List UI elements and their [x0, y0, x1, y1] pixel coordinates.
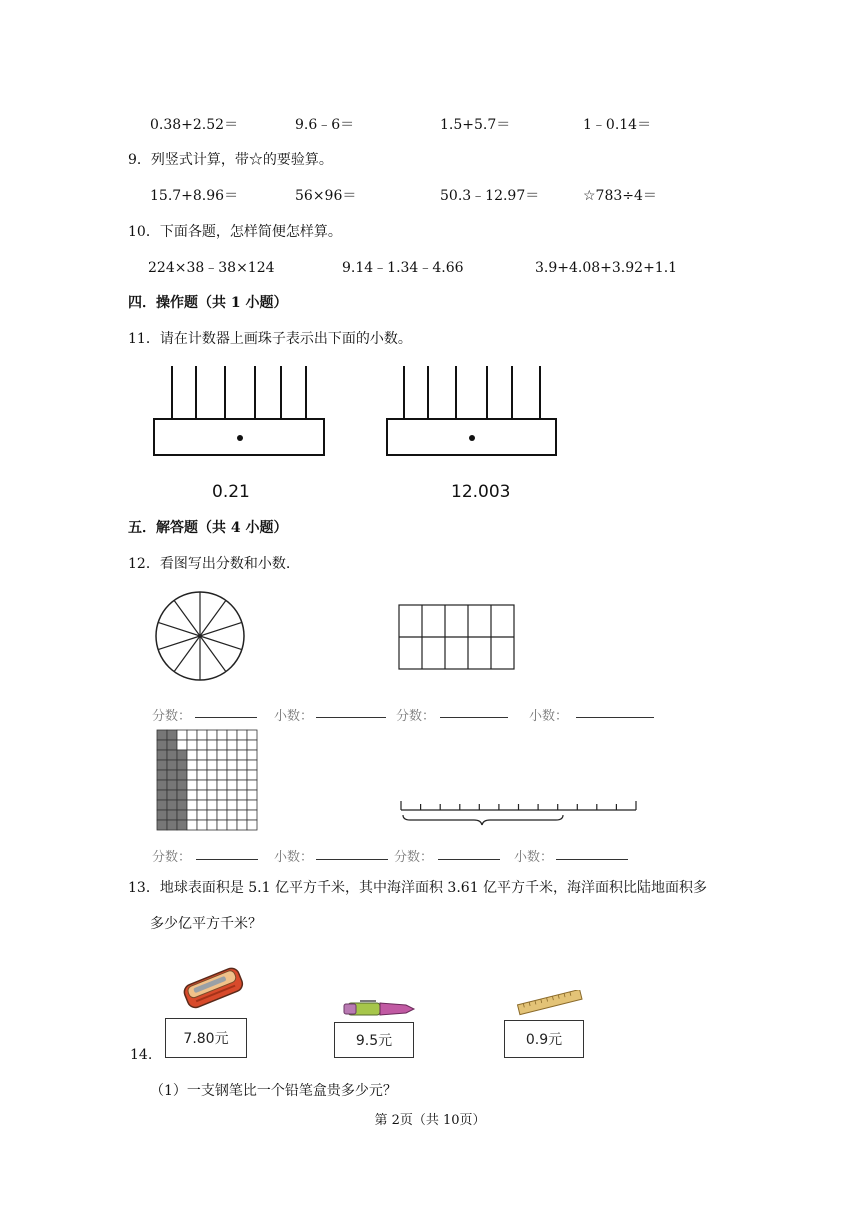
grid-cell [227, 770, 237, 780]
grid-cell [247, 780, 257, 790]
shaded-grid-cell [157, 750, 167, 760]
question-14-sub-1: （1）一支钢笔比一个铅笔盒贵多少元？ [150, 1083, 397, 1099]
calc-item: 50.3﹣12.97＝ [440, 188, 540, 204]
grid-cell [187, 800, 197, 810]
grid-cell [177, 730, 187, 740]
calc-item: 9.6﹣6＝ [295, 117, 355, 133]
grid-cell [187, 780, 197, 790]
calc-item: ☆783÷4＝ [583, 188, 657, 204]
shaded-grid-cell [157, 790, 167, 800]
price-tag: 7.80元 [165, 1018, 247, 1058]
grid-cell [237, 790, 247, 800]
grid-cell [217, 820, 227, 830]
grid-cell [197, 800, 207, 810]
fraction-label: 分数： [152, 850, 192, 865]
grid-cell [217, 810, 227, 820]
abacus-value: 0.21 [212, 482, 250, 502]
grid-cell [227, 780, 237, 790]
shaded-grid-cell [157, 730, 167, 740]
fraction-answer-blank[interactable] [196, 858, 258, 860]
shaded-grid-cell [167, 750, 177, 760]
grid-cell [187, 750, 197, 760]
grid-cell [187, 810, 197, 820]
grid-cell [207, 760, 217, 770]
shaded-grid-cell [167, 760, 177, 770]
calc-item: 1﹣0.14＝ [583, 117, 652, 133]
fraction-answer-blank[interactable] [195, 716, 257, 718]
shaded-grid-cell [167, 780, 177, 790]
decimal-label: 小数： [529, 709, 569, 724]
shaded-grid-cell [167, 740, 177, 750]
grid-cell [237, 800, 247, 810]
shaded-grid-cell [177, 780, 187, 790]
fraction-answer-blank[interactable] [438, 858, 500, 860]
grid-cell [237, 810, 247, 820]
shaded-grid-cell [177, 760, 187, 770]
shaded-grid-cell [167, 790, 177, 800]
grid-cell [237, 820, 247, 830]
grid-cell [227, 820, 237, 830]
grid-cell [217, 770, 227, 780]
grid-cell [217, 760, 227, 770]
grid-cell [217, 780, 227, 790]
grid-cell [207, 730, 217, 740]
grid-cell [197, 780, 207, 790]
shaded-grid-cell [157, 780, 167, 790]
decimal-label: 小数： [514, 850, 554, 865]
decimal-answer-blank[interactable] [316, 858, 388, 860]
question-9-label: 9．列竖式计算，带☆的要验算。 [128, 152, 333, 168]
grid-cell [237, 760, 247, 770]
fountain-pen-icon [340, 996, 416, 1020]
grid-cell [227, 760, 237, 770]
question-13-line: 13．地球表面积是 5.1 亿平方千米，其中海洋面积 3.61 亿平方千米，海洋面积比陆地面积多 [128, 880, 708, 896]
shaded-grid-cell [177, 810, 187, 820]
calc-item: 56×96＝ [295, 188, 357, 204]
grid-cell [207, 810, 217, 820]
number-line-diagram [398, 795, 640, 827]
shaded-grid-cell [157, 800, 167, 810]
grid-cell [247, 770, 257, 780]
grid-cell [197, 810, 207, 820]
calc-item: 0.38+2.52＝ [150, 117, 239, 133]
shaded-grid-cell [167, 770, 177, 780]
grid-cell [187, 760, 197, 770]
grid-cell [237, 770, 247, 780]
grid-cell [217, 740, 227, 750]
fraction-label: 分数： [396, 709, 436, 724]
section-5-title: 五．解答题（共 4 小题） [128, 520, 288, 536]
grid-cell [247, 730, 257, 740]
grid-cell [227, 800, 237, 810]
shaded-grid-cell [177, 800, 187, 810]
grid-cell [197, 820, 207, 830]
fraction-label: 分数： [152, 709, 192, 724]
question-12-label: 12．看图写出分数和小数. [128, 556, 291, 572]
grid-cell [207, 790, 217, 800]
abacus-diagram [383, 362, 563, 462]
calc-item: 1.5+5.7＝ [440, 117, 511, 133]
grid-cell [247, 820, 257, 830]
grid-cell [187, 790, 197, 800]
grid-cell [197, 750, 207, 760]
question-11-label: 11．请在计数器上画珠子表示出下面的小数。 [128, 331, 412, 347]
abacus-value: 12.003 [451, 482, 511, 502]
grid-cell [237, 780, 247, 790]
decimal-label: 小数： [274, 850, 314, 865]
grid-cell [177, 740, 187, 750]
grid-cell [247, 760, 257, 770]
shaded-grid-cell [157, 770, 167, 780]
grid-cell [187, 730, 197, 740]
question-13-line: 多少亿平方千米？ [150, 916, 262, 932]
ruler-icon [514, 990, 586, 1016]
grid-cell [217, 750, 227, 760]
grid-cell [217, 800, 227, 810]
page-footer: 第 2页（共 10页） [374, 1113, 486, 1128]
shaded-grid-cell [167, 810, 177, 820]
shaded-grid-cell [177, 750, 187, 760]
grid-cell [227, 810, 237, 820]
section-4-title: 四．操作题（共 1 小题） [128, 295, 288, 311]
grid-cell [227, 750, 237, 760]
shaded-grid-cell [177, 790, 187, 800]
decimal-answer-blank[interactable] [556, 858, 628, 860]
circle-fraction-diagram [152, 588, 252, 688]
grid-cell [217, 730, 227, 740]
price-tag: 9.5元 [334, 1022, 414, 1058]
grid-cell [197, 790, 207, 800]
grid-cell [217, 790, 227, 800]
shaded-grid-cell [177, 770, 187, 780]
calc-item: 9.14﹣1.34﹣4.66 [342, 260, 464, 276]
decimal-answer-blank[interactable] [576, 716, 654, 718]
grid-cell [187, 740, 197, 750]
fraction-label: 分数： [394, 850, 434, 865]
grid-cell [187, 820, 197, 830]
grid-cell [207, 770, 217, 780]
grid-cell [207, 800, 217, 810]
calc-item: 224×38﹣38×124 [148, 260, 275, 276]
grid-cell [237, 730, 247, 740]
grid-cell [227, 730, 237, 740]
grid-cell [207, 780, 217, 790]
grid-cell [207, 750, 217, 760]
shaded-grid-cell [177, 820, 187, 830]
hundred-grid-diagram [156, 729, 260, 833]
grid-cell [247, 740, 257, 750]
decimal-answer-blank[interactable] [316, 716, 386, 718]
abacus-diagram [150, 362, 330, 462]
shaded-grid-cell [167, 730, 177, 740]
shaded-grid-cell [157, 810, 167, 820]
grid-cell [247, 750, 257, 760]
fraction-answer-blank[interactable] [440, 716, 508, 718]
grid-cell [207, 740, 217, 750]
price-tag: 0.9元 [504, 1020, 584, 1058]
grid-cell [187, 770, 197, 780]
grid-cell [237, 750, 247, 760]
grid-cell [247, 810, 257, 820]
grid-cell [197, 740, 207, 750]
calc-item: 3.9+4.08+3.92+1.1 [535, 260, 678, 276]
question-14-number: 14. [130, 1047, 153, 1063]
shaded-grid-cell [157, 820, 167, 830]
rectangle-fraction-diagram [398, 604, 518, 672]
grid-cell [227, 790, 237, 800]
shaded-grid-cell [167, 820, 177, 830]
grid-cell [197, 730, 207, 740]
grid-cell [197, 760, 207, 770]
calc-item: 15.7+8.96＝ [150, 188, 239, 204]
shaded-grid-cell [167, 800, 177, 810]
shaded-grid-cell [157, 740, 167, 750]
grid-cell [247, 790, 257, 800]
grid-cell [227, 740, 237, 750]
question-10-label: 10．下面各题，怎样简便怎样算。 [128, 224, 342, 240]
decimal-label: 小数： [274, 709, 314, 724]
grid-cell [237, 740, 247, 750]
grid-cell [247, 800, 257, 810]
pencil-box-icon [180, 962, 246, 1012]
shaded-grid-cell [157, 760, 167, 770]
grid-cell [207, 820, 217, 830]
grid-cell [197, 770, 207, 780]
